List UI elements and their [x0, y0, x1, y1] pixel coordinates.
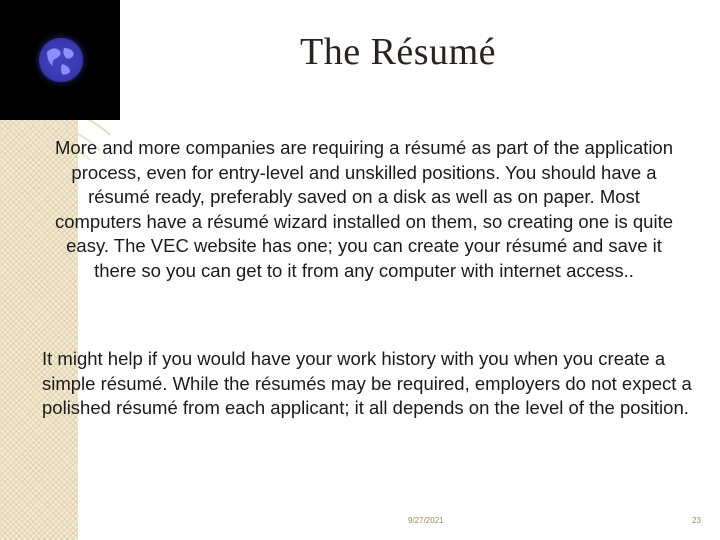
footer-date: 9/27/2021: [408, 516, 444, 525]
body-paragraph-2: It might help if you would have your work history with you when you create a simple résumé. While the résumés may be required, employers do not expect a polished résumé from each applicant; it all depends on the level of the position.: [42, 348, 692, 418]
slide-number: 23: [692, 516, 701, 525]
body-paragraph-1: More and more companies are requiring a résumé as part of the application process, even for entry-level and unskilled positions. You should have a résumé ready, preferably saved on a disk as well as on paper. Most computers have a résumé wizard installed on them, so creating one is quite easy. The VEC website has one; you can create your résumé and save it there so you can get to it from any computer with internet access..: [54, 137, 674, 281]
globe-image-panel: [0, 0, 120, 120]
slide-title: The Résumé: [300, 31, 497, 73]
globe-icon: [0, 0, 120, 120]
